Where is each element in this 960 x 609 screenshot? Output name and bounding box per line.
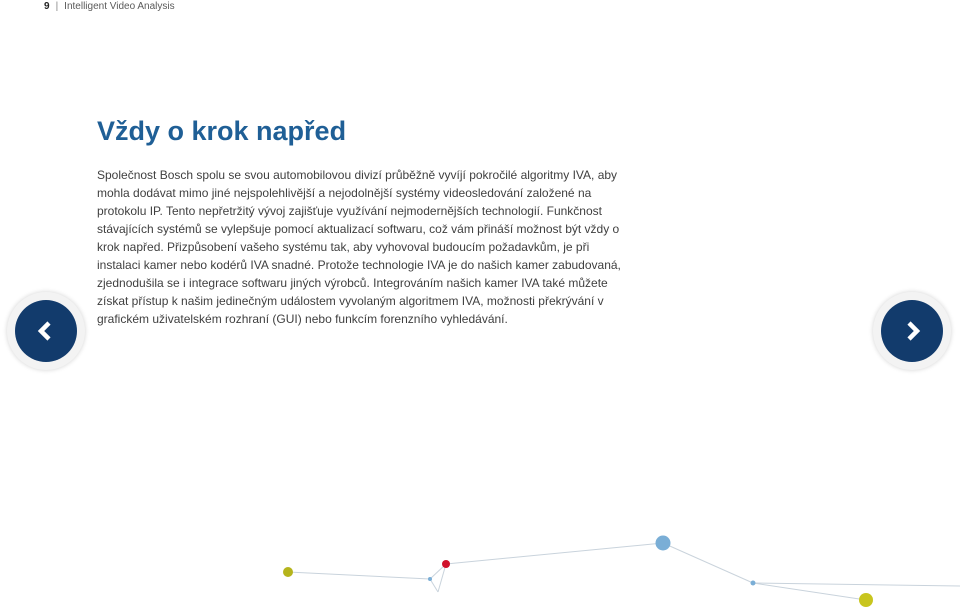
network-line [663,543,753,583]
network-line [446,543,663,564]
page-title: Vždy o krok napřed [97,116,347,146]
network-line [430,579,438,592]
yellow-dot [859,593,873,607]
network-line [288,572,430,579]
red-dot [442,560,450,568]
yellow-dot [283,567,293,577]
page-number: 9 [44,0,50,12]
paragraph: Společnost Bosch spolu se svou automobilovou divizí průběžně vyvíjí pokročilé algoritmy IVA, aby mohla dodávat mimo jiné nejspolehlivější a nejodolnější systémy videosledování založené na protokolu IP. Tento nepřetržitý vývoj zajišťuje využívání nejmodernějších technologií. Funkčnost stávajících systémů se vylepšuje pomocí aktualizací softwaru, což vám přináší možnost být vždy o krok napřed. Přizpůsobení vašeho systému tak, aby vyhovoval budoucím požadavkům, je při instalaci kamer nebo kodérů IVA snadné. Protože technologie IVA je do našich kamer zabudovaná, zjednodušila se i integrace softwaru jiných výrobců. Integrováním našich kamer IVA také můžete získat přístup k našim jedinečným událostem vyvolaným algoritmem IVA, možnosti překrývání v grafickém uživatelském rozhraní (GUI) nebo funkcím forenzního vyhledávání. [97,168,621,326]
blue-dot [656,536,671,551]
small-blue-dot [428,577,432,581]
section-title: Intelligent Video Analysis [64,0,175,12]
small-blue-dot [751,581,756,586]
network-line [753,583,960,586]
network-line [753,583,866,600]
header-separator: | [55,0,59,12]
